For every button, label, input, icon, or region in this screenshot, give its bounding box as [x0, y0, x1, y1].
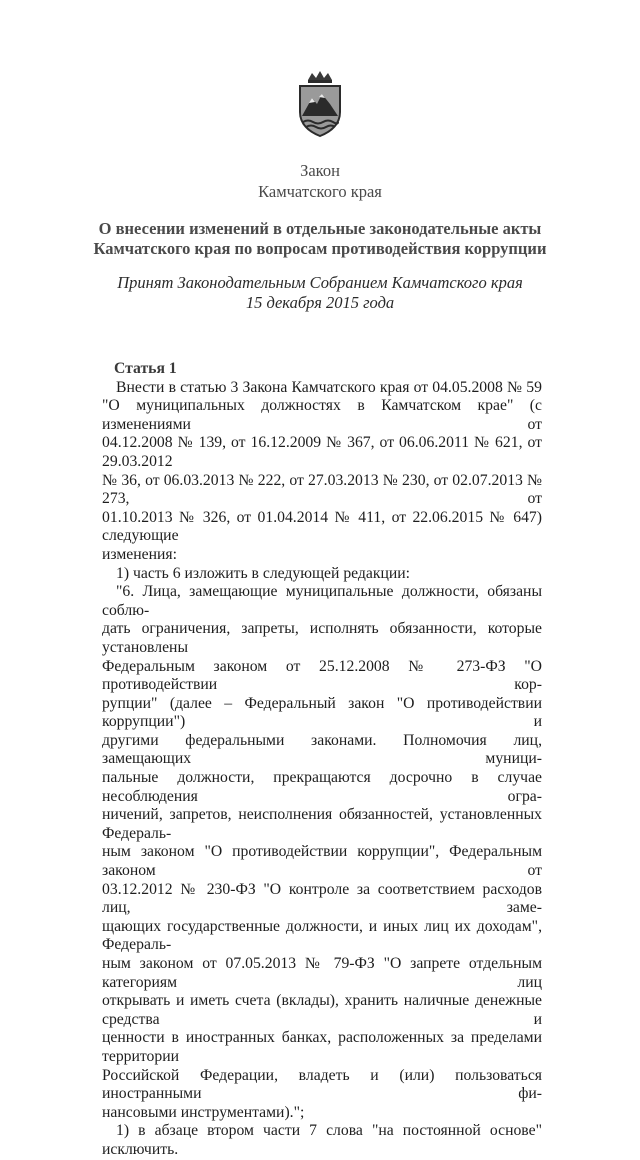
law-title-line: Закон [300, 161, 340, 180]
text-line: щающих государственные должности, и иных лиц их доходам", Федераль- [102, 917, 542, 954]
adoption-note [0, 273, 640, 313]
coat-of-arms-icon [290, 70, 350, 140]
law-subject-line: Камчатского края по вопросам противодействия коррупции [93, 239, 547, 258]
adoption-date: 15 декабря 2015 года [245, 293, 395, 312]
text-line: Внести в статью 3 Закона Камчатского края от 04.05.2008 № 59 [116, 378, 542, 396]
text-line: № 36, от 06.03.2013 № 222, от 27.03.2013 № 230, от 02.07.2013 № 273, от [102, 471, 542, 508]
article-intro [102, 379, 542, 565]
text-line: ничений, запретов, неисполнения обязанностей, установленных Федераль- [102, 806, 542, 842]
text-line: 04.12.2008 № 139, от 16.12.2009 № 367, от 06.06.2011 № 621, от 29.03.2012 [102, 434, 542, 470]
text-line: ным законом от 07.05.2013 № 79-ФЗ "О запрете отдельным категориям лиц [102, 955, 542, 991]
text-line: Российской Федерации, владеть и (или) пользоваться иностранными фи- [102, 1066, 542, 1103]
text-line: Федеральным законом от 25.12.2008 № 273-ФЗ "О противодействии кор- [102, 657, 542, 694]
text-line: 03.12.2012 № 230-ФЗ "О контроле за соответствием расходов лиц, заме- [102, 880, 542, 917]
law-subject-line: О внесении изменений в отдельные законодательные акты [98, 219, 542, 238]
law-title [0, 160, 640, 202]
adoption-body: Принят Законодательным Собранием Камчатского края [117, 273, 523, 292]
list-item: 1) часть 6 изложить в следующей редакции: [116, 564, 411, 582]
article-heading: Статья 1 [114, 360, 177, 377]
text-line: нансовыми инструментами)."; [102, 1103, 305, 1121]
text-line: изменения: [102, 545, 177, 563]
text-line: пальные должности, прекращаются досрочно в случае несоблюдения огра- [102, 769, 542, 805]
text-line: ценности в иностранных банках, расположенных за пределами территории [102, 1029, 542, 1065]
article-1 [102, 360, 542, 1160]
text-line: "6. Лица, замещающие муниципальные должности, обязаны соблю- [102, 583, 542, 619]
list-item: 1) в абзаце втором части 7 слова "на постоянной основе" исключить. [102, 1122, 542, 1158]
text-line: открывать и иметь счета (вклады), хранить наличные денежные средства и [102, 992, 542, 1028]
text-line: рупции" (далее – Федеральный закон "О противодействии коррупции") и [102, 694, 542, 731]
law-title-region: Камчатского края [258, 182, 382, 201]
law-subject [0, 219, 640, 259]
text-line: "О муниципальных должностях в Камчатском крае" (с изменениями от [102, 397, 542, 433]
text-line: дать ограничения, запреты, исполнять обязанности, которые установлены [102, 620, 542, 656]
text-line: 01.10.2013 № 326, от 01.04.2014 № 411, от 22.06.2015 № 647) следующие [102, 508, 542, 545]
text-line: другими федеральными законами. Полномочия лиц, замещающих муници- [102, 731, 542, 768]
text-line: ным законом "О противодействии коррупции", Федеральным законом от [102, 843, 542, 880]
quoted-amendment [102, 583, 542, 1122]
